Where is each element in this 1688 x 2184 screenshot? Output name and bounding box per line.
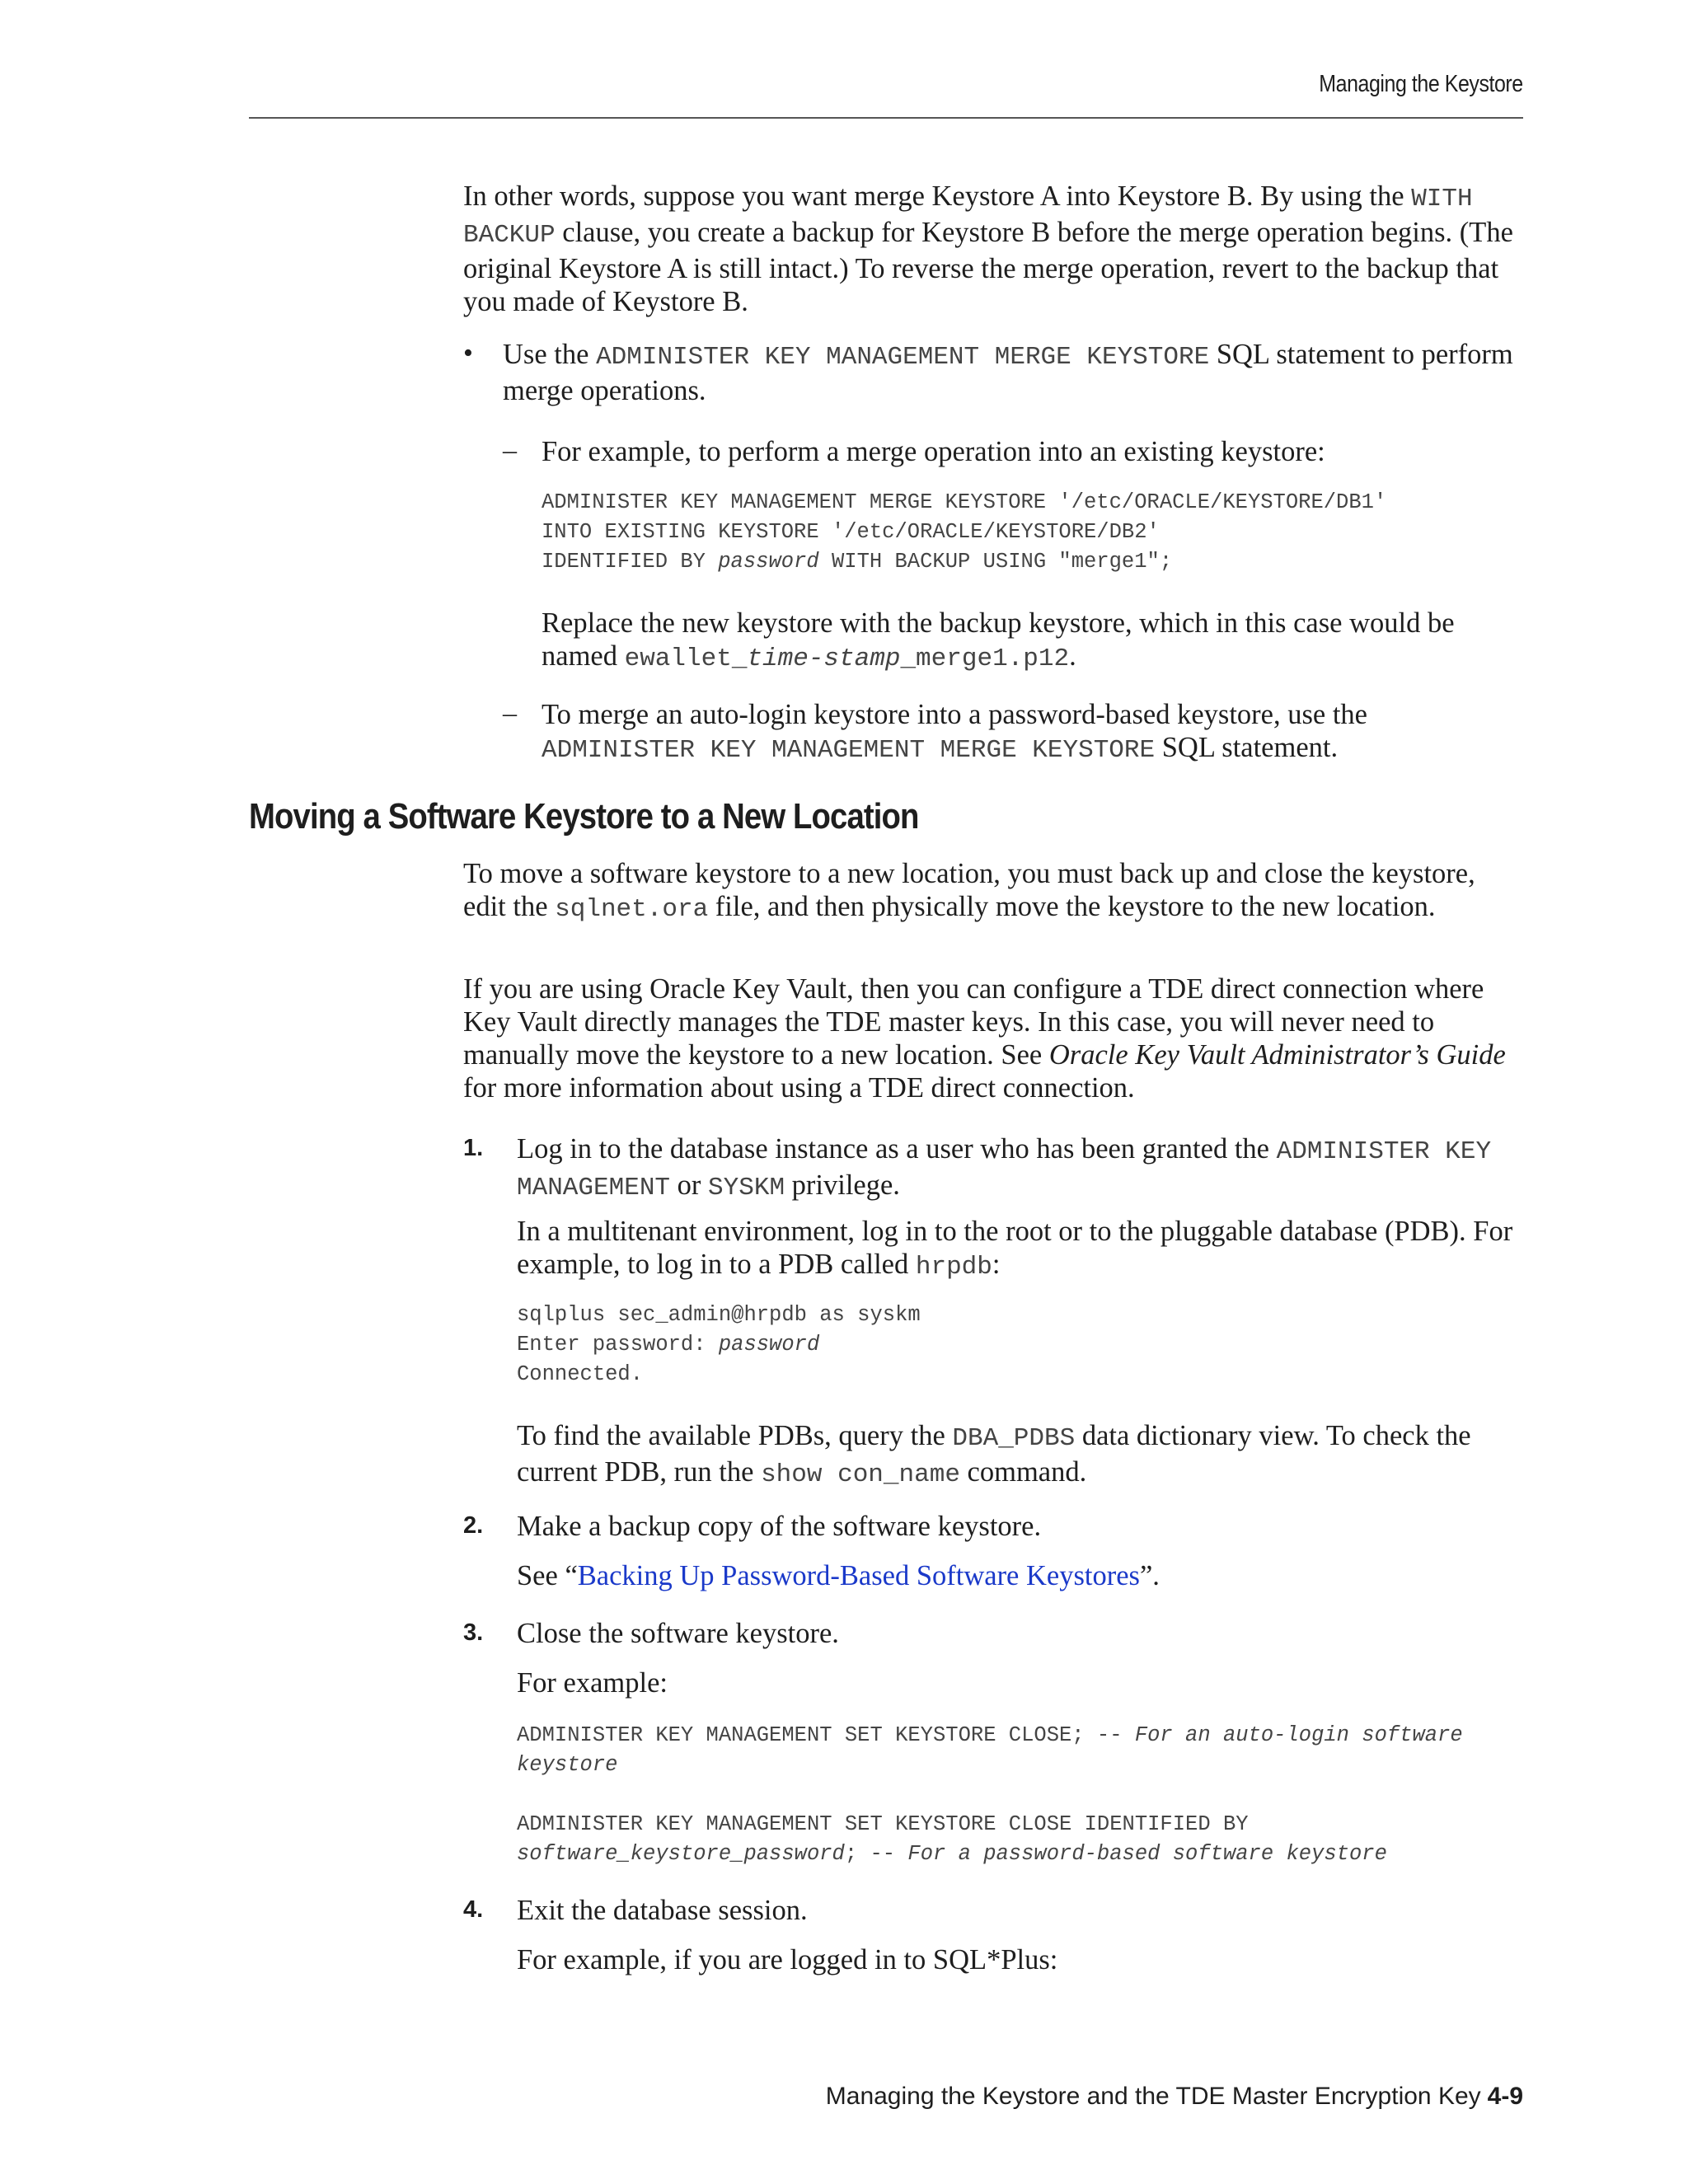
- step-number: 2.: [463, 1512, 484, 1539]
- dash-item-1: [542, 435, 1523, 468]
- step-1-paragraph-3: To find the available PDBs, query the DBA_PDBS data dictionary view. To check the current PDB, run the show con_name command.: [517, 1420, 1471, 1489]
- section-paragraph-1: To move a software keystore to a new location, you must back up and close the keystore, edit the sqlnet.ora file, and then physically move the keystore to the new location.: [463, 858, 1475, 924]
- code-block-close-autologin: [517, 1721, 1463, 1780]
- code-line: ADMINISTER KEY MANAGEMENT SET KEYSTORE CLOSE IDENTIFIED BY: [517, 1812, 1249, 1836]
- step-4-paragraph-2: For example, if you are logged in to SQL*Plus:: [517, 1944, 1058, 1975]
- merge-statement-code: ADMINISTER KEY MANAGEMENT MERGE KEYSTORE: [542, 736, 1156, 765]
- intro-paragraph: [463, 180, 1523, 318]
- footer-title: Managing the Keystore and the TDE Master Encryption Key: [825, 2083, 1481, 2110]
- step-1: Log in to the database instance as a user who has been granted the ADMINISTER KEY MANAGEMENT or SYSKM privilege.: [517, 1133, 1492, 1202]
- merge-statement-code: ADMINISTER KEY MANAGEMENT MERGE KEYSTORE: [596, 343, 1210, 372]
- step-number: 3.: [463, 1619, 484, 1646]
- backup-filename-code: ewallet_time-stamp_merge1.p12: [624, 644, 1070, 673]
- guide-title: Oracle Key Vault Administrator’s Guide: [1048, 1039, 1506, 1071]
- step-number: 4.: [463, 1896, 484, 1923]
- code-line: ADMINISTER KEY MANAGEMENT SET KEYSTORE CLOSE; -- For an auto-login software: [517, 1723, 1463, 1747]
- backing-up-keystores-link[interactable]: Backing Up Password-Based Software Keystores: [577, 1560, 1140, 1591]
- step-2: Make a backup copy of the software keystore.: [517, 1511, 1042, 1542]
- code-line: IDENTIFIED BY password WITH BACKUP USING "merge1";: [542, 550, 1173, 574]
- dash-item-1-text: For example, to perform a merge operation into an existing keystore:: [542, 436, 1325, 467]
- dash-mark: –: [503, 435, 517, 466]
- bullet-item: [503, 338, 1523, 407]
- dash-item-1-note: Replace the new keystore with the backup keystore, which in this case would be named ewallet_time-stamp_merge1.p12.: [542, 607, 1455, 673]
- code-line: software_keystore_password; -- For a password-based software keystore: [517, 1842, 1387, 1866]
- section-paragraph-2: If you are using Oracle Key Vault, then you can configure a TDE direct connection where Key Vault directly manages the TDE master keys. In this case, you will never need to manually move the keystore to a new location. See Oracle Key Vault Administrator’s Guide for more information about using a TDE direct connection.: [463, 973, 1506, 1104]
- code-block-close-password: [517, 1810, 1387, 1869]
- code-line: INTO EXISTING KEYSTORE '/etc/ORACLE/KEYSTORE/DB2': [542, 520, 1160, 544]
- intro-text-a: In other words, suppose you want merge Keystore A into Keystore B. By using the: [463, 180, 1404, 212]
- dash-item-2-text-a: To merge an auto-login keystore into a password-based keystore, use the: [542, 699, 1367, 730]
- privilege-code: ADMINISTER KEY MANAGEMENT: [517, 1137, 1492, 1202]
- code-block-merge: [542, 488, 1386, 577]
- syskm-code: SYSKM: [708, 1174, 785, 1202]
- show-con-name-code: show con_name: [761, 1460, 960, 1489]
- dash-mark: –: [503, 698, 517, 729]
- bullet-text-a: Use the: [503, 339, 589, 370]
- step-3: Close the software keystore.: [517, 1618, 839, 1649]
- bullet-mark: •: [463, 338, 473, 368]
- bullet-text-b: SQL statement to perform merge operations.: [503, 339, 1513, 406]
- running-header: Managing the Keystore: [1319, 71, 1523, 97]
- code-line: Enter password: password: [517, 1333, 820, 1357]
- intro-text-b: clause, you create a backup for Keystore B before the merge operation begins. (The original Keystore A is still intact.) To reverse the merge operation, revert to the backup that you made of Keystore B.: [463, 217, 1513, 317]
- dba-pdbs-code: DBA_PDBS: [952, 1424, 1076, 1453]
- sqlnet-ora-code: sqlnet.ora: [555, 895, 709, 924]
- dash-item-2: [542, 698, 1523, 767]
- page-number: 4-9: [1487, 2083, 1523, 2110]
- step-1-paragraph-2: In a multitenant environment, log in to the root or to the pluggable database (PDB). For example, to log in to a PDB called hrpdb:: [517, 1216, 1513, 1282]
- with-backup-code: WITH BACKUP: [463, 185, 1473, 250]
- code-line: ADMINISTER KEY MANAGEMENT MERGE KEYSTORE '/etc/ORACLE/KEYSTORE/DB1': [542, 490, 1387, 514]
- dash-item-2-text-b: SQL statement.: [1161, 732, 1339, 763]
- code-block-login: [517, 1301, 921, 1390]
- step-3-example-label: For example:: [517, 1667, 668, 1699]
- note-text: Replace the new keystore with the backup keystore, which in this case would be named: [542, 607, 1455, 672]
- hrpdb-code: hrpdb: [915, 1253, 992, 1282]
- code-line: Connected.: [517, 1362, 644, 1386]
- step-4: Exit the database session.: [517, 1895, 808, 1926]
- step-2-see-also: See “Backing Up Password-Based Software Keystores”.: [517, 1560, 1160, 1591]
- code-line: keystore: [517, 1753, 618, 1777]
- page-footer: [826, 2083, 1523, 2111]
- header-rule: [249, 117, 1523, 119]
- code-line: sqlplus sec_admin@hrpdb as syskm: [517, 1303, 921, 1327]
- step-number: 1.: [463, 1135, 484, 1161]
- section-heading: Moving a Software Keystore to a New Location: [249, 796, 919, 837]
